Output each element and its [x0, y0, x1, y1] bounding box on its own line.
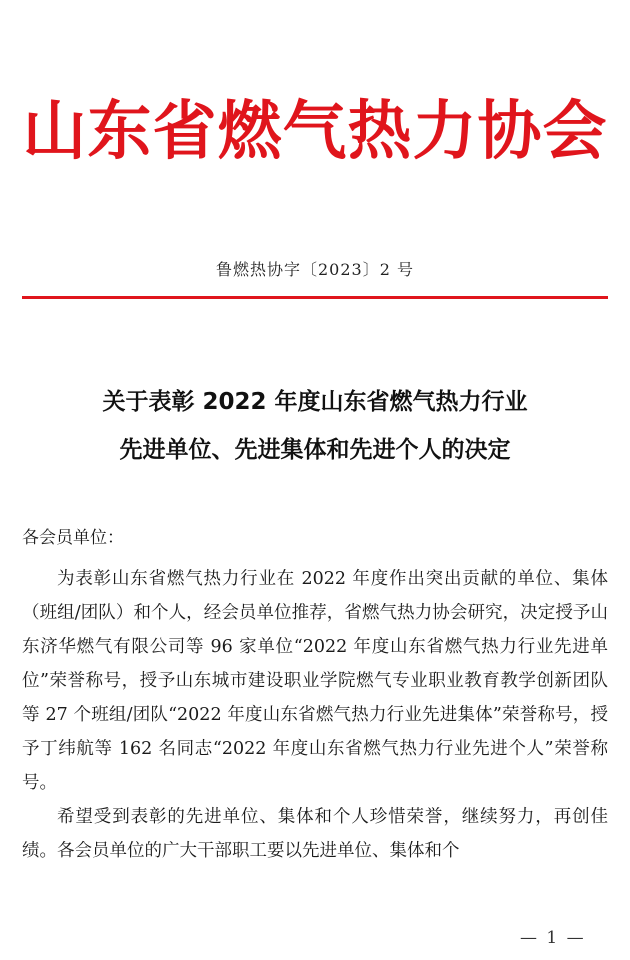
red-divider	[22, 296, 608, 299]
page-number: — 1 —	[520, 928, 586, 948]
document-title	[0, 378, 630, 474]
organization-masthead: 山东省燃气热力协会	[22, 95, 608, 169]
document-title-line-2: 先进单位、先进集体和先进个人的决定	[119, 437, 511, 463]
document-title-line-1: 关于表彰 2022 年度山东省燃气热力行业	[102, 389, 528, 415]
body-paragraph-1: 为表彰山东省燃气热力行业在 2022 年度作出突出贡献的单位、集体（班组/团队）和个人，经会员单位推荐，省燃气热力协会研究，决定授予山东济华燃气有限公司等 96 家单位“2022 年度山东省燃气热力行业先进单位”荣誉称号，授予山东城市建设职业学院燃气专业职业教育教学创新团队等 27 个班组/团队“2022 年度山东省燃气热力行业先进集体”荣誉称号，授予丁纬航等 162 名同志“2022 年度山东省燃气热力行业先进个人”荣誉称号。	[22, 569, 608, 793]
body-paragraph-2: 希望受到表彰的先进单位、集体和个人珍惜荣誉，继续努力，再创佳绩。各会员单位的广大干部职工要以先进单位、集体和个	[22, 807, 608, 861]
salutation: 各会员单位：	[22, 528, 124, 548]
document-body	[22, 562, 608, 868]
document-number: 鲁燃热协字〔2023〕2 号	[216, 260, 414, 279]
